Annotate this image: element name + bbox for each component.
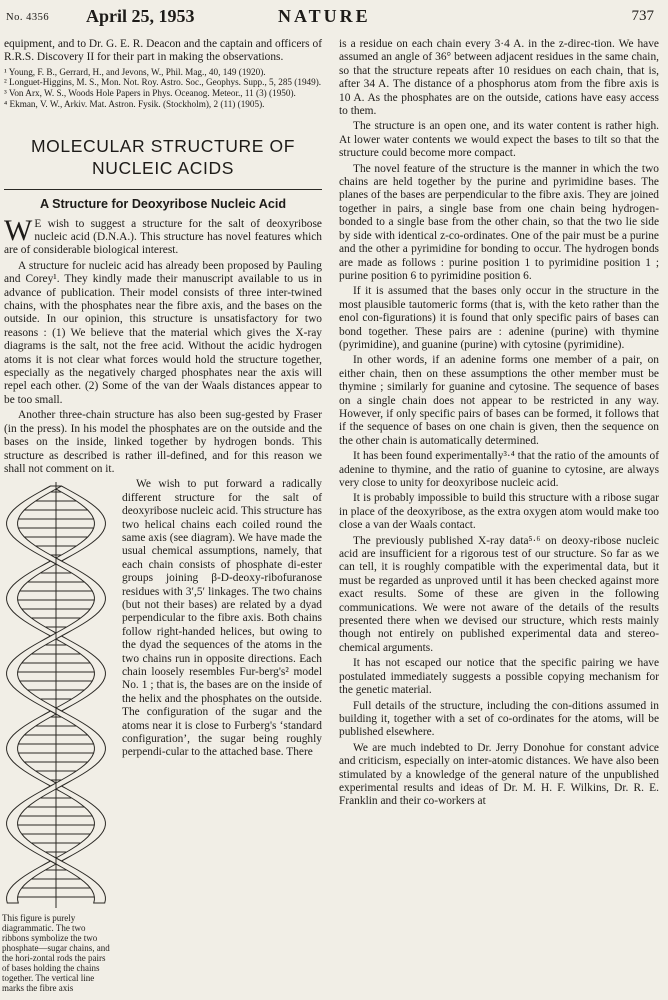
body-paragraph: The previously published X-ray data⁵·⁶ on deoxy-ribose nucleic acid are insufficient for a rigorous test of our structure. So far as we can tell, it is roughly compatible with the experimental data, but it must be regarded as unproved until it has been checked against more exact results. Some of these are given in the following communications. We were not aware of the details of the results presented there when we devised our structure, which rests mainly though not entirely on published experimental data and stereo-chemical arguments. (339, 534, 659, 654)
body-paragraph: A structure for nucleic acid has already been proposed by Pauling and Corey¹. They kindly made their manuscript available to us in advance of publication. Their model consists of three inter-twined chains, with the phosphates near the fibre axis, and the bases on the outside. In our opinion, this structure is unsatisfactory for two reasons : (1) We believe that the material which gives the X-ray diagrams is the salt, not the free acid. Without the acidic hydrogen atoms it is not clear what forces would hold the structure together, especially as the negatively charged phosphates near the axis will repel each other. (2) Some of the van der Waals distances appear to be too small. (4, 259, 322, 406)
double-helix-diagram (2, 480, 114, 910)
article-title: MOLECULAR STRUCTURE OF NUCLEIC ACIDS (30, 136, 296, 179)
body-paragraph: It is probably impossible to build this structure with a ribose sugar in place of the deoxyribose, as the extra oxygen atom would make too close a van der Waals contact. (339, 492, 659, 532)
reference-item: ⁴ Ekman, V. W., Arkiv. Mat. Astron. Fysik. (Stockholm), 2 (11) (1905). (4, 98, 265, 109)
body-paragraph: In other words, if an adenine forms one member of a pair, on either chain, then on these assumptions the other member must be thymine ; similarly for guanine and cytosine. The sequence of bases on a single chain does not appear to be restricted in any way. However, if only specific pairs of bases can be formed, it follows that if the sequence of bases on one chain is given, then the sequence on the other chain is automatically determined. (339, 354, 659, 447)
intro-paragraph (4, 213, 322, 258)
left-column (4, 38, 322, 992)
previous-article-ending: equipment, and to Dr. G. E. R. Deacon and the captain and officers of R.R.S. Discovery II for their part in making the observations. (4, 38, 322, 64)
body-paragraph: It has been found experimentally³·⁴ that the ratio of the amounts of adenine to thymine, and the ratio of guanine to cytosine, are always very close to unity for deoxyribose nucleic acid. (339, 450, 659, 489)
article-subtitle: A Structure for Deoxyribose Nucleic Acid (39, 197, 287, 212)
issue-date: April 25, 1953 (86, 6, 195, 26)
body-paragraph: The structure is an open one, and its water content is rather high. At lower water contents we would expect the bases to tilt so that the structure could become more compact. (339, 120, 659, 160)
drop-cap: W (4, 213, 33, 247)
page-number: 737 (631, 8, 654, 24)
body-paragraph: The novel feature of the structure is the manner in which the two chains are held together by the purine and pyrimidine bases. The planes of the bases are perpendicular to the fibre axis. They are joined together in pairs, a single base from one chain being hydrogen-bonded to a single base from the other chain, so that the two lie side by side with identical z-co-ordinates. One of the pair must be a purine and the other a pyrimidine for bonding to occur. The hydrogen bonds are made as follows : purine position 1 to pyrimidine position 1 ; purine position 6 to pyrimidine position 6. (339, 162, 659, 282)
journal-name: NATURE (278, 6, 371, 26)
figure-caption: This figure is purely diagrammatic. The two ribbons symbolize the two phosphate—sugar chains, and the hori-zontal rods the pairs of bases holding the chains together. The vertical line marks the fibre axis (2, 913, 110, 994)
masthead (0, 6, 668, 30)
body-paragraph: Another three-chain structure has also been sug-gested by Fraser (in the press). In his model the phosphates are on the outside and the bases on the inside, linked together by hydrogen bonds. This structure as described is rather ill-defined, and for this reason we shall not comment on it. (4, 409, 322, 475)
reference-item: ¹ Young, F. B., Gerrard, H., and Jevons, W., Phil. Mag., 40, 149 (1920). (4, 66, 266, 77)
body-paragraph: If it is assumed that the bases only occur in the structure in the most plausible tautomeric forms (that is, with the keto rather than the enol con-figurations) it is found that only specific pairs of bases can bond together. These pairs are : adenine (purine) with thymine (pyrimidine), and guanine (purine) with cytosine (pyrimidine). (339, 285, 659, 351)
intro-text: E wish to suggest a structure for the salt of deoxyribose nucleic acid (D.N.A.). This structure has novel features which are of considerable biological interest. (4, 217, 322, 257)
body-paragraph: is a residue on each chain every 3·4 A. in the z-direc-tion. We have assumed an angle of 36° between adjacent residues in the same chain, so that the structure repeats after 10 residues on each chain, that is, after 34 A. The distance of a phosphorus atom from the fibre axis is 10 A. As the phosphates are on the outside, cations have easy access to them. (339, 38, 659, 118)
body-paragraph: It has not escaped our notice that the specific pairing we have postulated immediately suggests a possible copying mechanism for the genetic material. (339, 657, 659, 697)
reference-item: ² Longuet-Higgins, M. S., Mon. Not. Roy. Astro. Soc., Geophys. Supp., 5, 285 (1949). (4, 77, 322, 88)
double-helix-figure (2, 480, 114, 992)
previous-article-references (4, 67, 322, 109)
reference-item: ³ Von Arx, W. S., Woods Hole Papers in Phys. Oceanog. Meteor., 11 (3) (1950). (4, 88, 296, 98)
body-paragraph: We are much indebted to Dr. Jerry Donohue for constant advice and criticism, especially on inter-atomic distances. We have also been stimulated by a knowledge of the general nature of the unpublished experimental results and ideas of Dr. M. H. F. Wilkins, Dr. R. E. Franklin and their co-workers at (339, 741, 659, 808)
title-divider (4, 189, 322, 190)
right-column (339, 38, 659, 811)
body-paragraph: Full details of the structure, including the con-ditions assumed in building it, together with a set of co-ordinates for the atoms, will be published elsewhere. (339, 699, 659, 739)
body-paragraph: We wish to put forward a radically different structure for the salt of deoxyribose nucleic acid. This structure has two helical chains each coiled round the same axis (see diagram). We have made the usual chemical assumptions, namely, that each chain consists of phosphate di-ester groups joining β-D-deoxy-ribofuranose residues with 3′,5′ linkages. The two chains (but not their bases) are related by a dyad perpendicular to the fibre axis. Both chains follow right-handed helices, but owing to the dyad the sequences of the atoms in the two chains run in opposite directions. Each chain loosely resembles Fur-berg's² model No. 1 ; that is, the bases are on the inside of the helix and the phosphates on the outside. The configuration of the sugar and the atoms near it is close to Furberg's ‘standard configuration’, the sugar being roughly perpendi-cular to the attached base. There (122, 478, 322, 759)
issue-number: No. 4356 (6, 12, 50, 23)
